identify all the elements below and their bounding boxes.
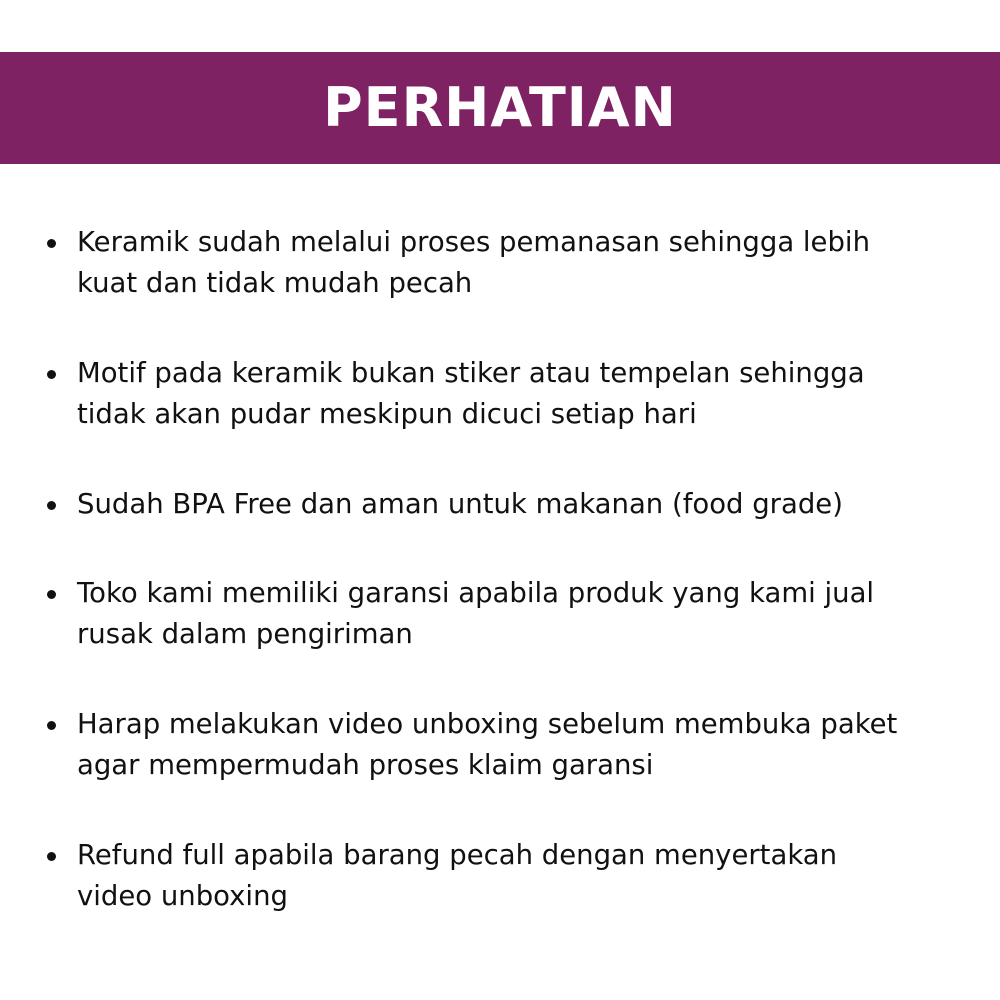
list-item-text: Toko kami memiliki garansi apabila produk yang kami jual rusak dalam pengiriman <box>77 577 875 650</box>
list-item-text: Keramik sudah melalui proses pemanasan sehingga lebih kuat dan tidak mudah pecah <box>77 226 871 299</box>
list-item-text: Harap melakukan video unboxing sebelum membuka paket agar mempermudah proses klaim garansi <box>77 708 898 781</box>
list-item-text: Motif pada keramik bukan stiker atau tempelan sehingga tidak akan pudar meskipun dicuci setiap hari <box>77 357 865 430</box>
bullet-icon <box>47 239 56 248</box>
bullet-icon <box>47 370 56 379</box>
bullet-icon <box>47 590 56 599</box>
bullet-icon <box>47 852 56 861</box>
list-item-text: Sudah BPA Free dan aman untuk makanan (food grade) <box>77 488 843 520</box>
bullet-icon <box>47 721 56 730</box>
banner-title: PERHATIAN <box>323 76 677 139</box>
list-item-text: Refund full apabila barang pecah dengan menyertakan video unboxing <box>77 839 838 912</box>
bullet-icon <box>47 501 56 510</box>
